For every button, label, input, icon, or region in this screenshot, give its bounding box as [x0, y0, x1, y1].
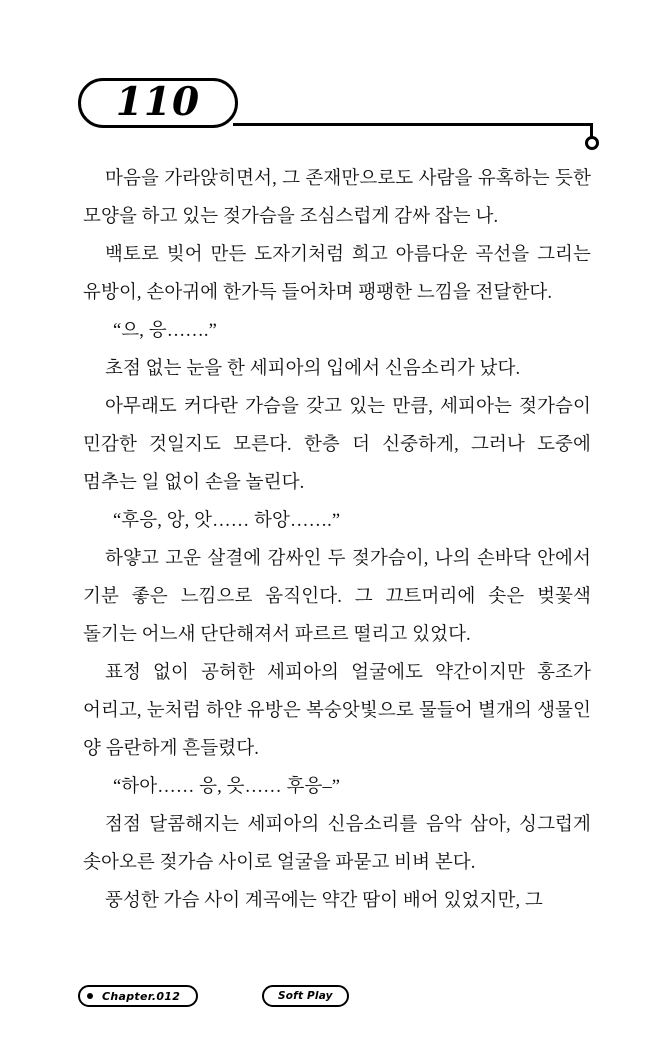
paragraph: 표정 없이 공허한 세피아의 얼굴에도 약간이지만 홍조가 어리고, 눈처럼 하얀 유방은 복숭앗빛으로 물들어 별개의 생물인 양 음란하게 흔들렸다. [83, 663, 591, 759]
section-title-label: Soft Play [278, 989, 333, 1002]
section-title-tab [262, 985, 349, 1007]
header-rule [233, 123, 593, 126]
paragraph: 점점 달콤해지는 세피아의 신음소리를 음악 삼아, 싱그럽게 솟아오른 젖가슴 사이로 얼굴을 파묻고 비벼 본다. [83, 815, 591, 873]
paragraph: 하얗고 고운 살결에 감싸인 두 젖가슴이, 나의 손바닥 안에서 기분 좋은 느낌으로 움직인다. 그 끄트머리에 솟은 벚꽃색 돌기는 어느새 단단해져서 파르르 떨리고 있었다. [83, 549, 591, 645]
chapter-tab [78, 985, 198, 1007]
paragraph: “후응, 앙, 앗…… 하앙…….” [113, 511, 341, 531]
page-header [78, 78, 598, 142]
chapter-label: Chapter.012 [102, 989, 181, 1003]
header-dot-icon [585, 136, 599, 150]
page-body [83, 160, 591, 920]
page-footer [78, 985, 598, 1011]
paragraph: 풍성한 가슴 사이 계곡에는 약간 땀이 배어 있었지만, 그 [105, 891, 543, 911]
paragraph: 마음을 가라앉히면서, 그 존재만으로도 사람을 유혹하는 듯한 모양을 하고 있는 젖가슴을 조심스럽게 감싸 잡는 나. [83, 169, 591, 227]
page-number: 110 [115, 79, 201, 125]
paragraph: “하아…… 응, 읏…… 후응–” [113, 777, 341, 797]
paragraph: 백토로 빚어 만든 도자기처럼 희고 아름다운 곡선을 그리는 유방이, 손아귀에 한가득 들어차며 팽팽한 느낌을 전달한다. [83, 245, 591, 303]
paragraph: 초점 없는 눈을 한 세피아의 입에서 신음소리가 났다. [105, 359, 521, 379]
paragraph: “으, 응…….” [113, 321, 217, 341]
bullet-icon [87, 993, 93, 999]
paragraph: 아무래도 커다란 가슴을 갖고 있는 만큼, 세피아는 젖가슴이 민감한 것일지도 모른다. 한층 더 신중하게, 그러나 도중에 멈추는 일 없이 손을 놀린다. [83, 397, 591, 493]
